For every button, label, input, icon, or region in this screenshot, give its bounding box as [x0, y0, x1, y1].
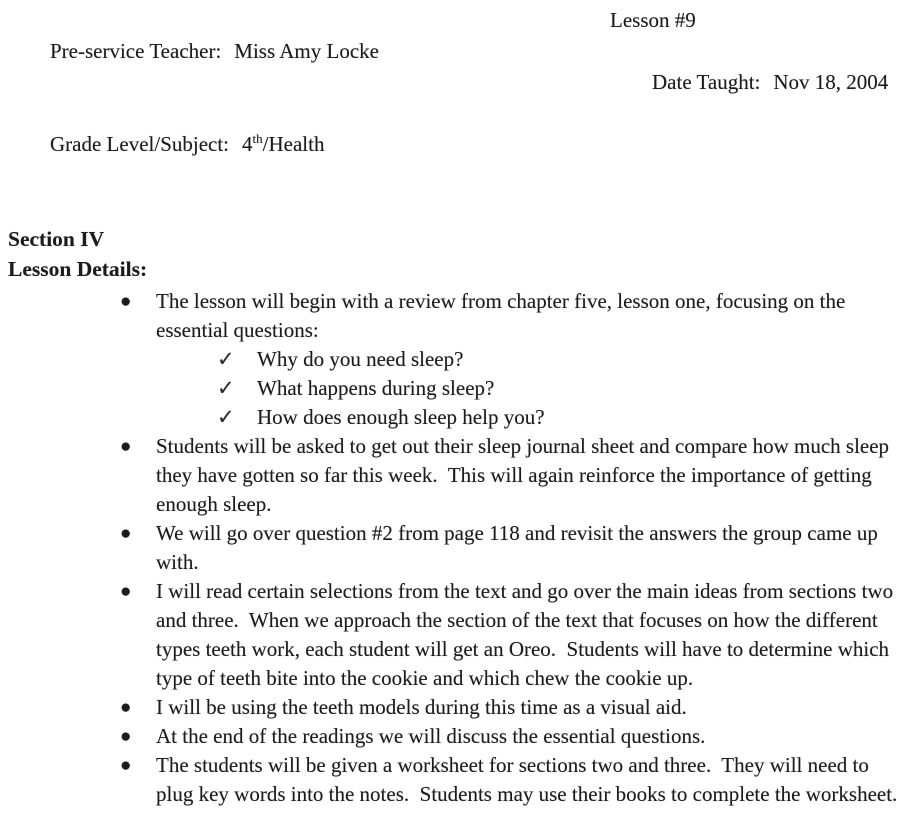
list-item [116, 693, 898, 722]
grade-line [8, 98, 608, 191]
grade-number: 4 [242, 132, 253, 156]
check-list-item [215, 345, 898, 374]
check-text: What happens during sleep? [257, 376, 495, 400]
bullet-text: The students will be given a worksheet for sections two and three. They will need to plug key words into the notes. Students may use their books to complete the worksheet. [156, 753, 898, 806]
bullet-icon: ● [120, 436, 132, 457]
lesson-details-list [8, 287, 898, 809]
date-value: Nov 18, 2004 [773, 70, 889, 94]
bullet-icon: ● [120, 726, 132, 747]
date-label: Date Taught: [652, 70, 761, 94]
list-item [116, 577, 898, 693]
header-right-column [610, 5, 888, 129]
bullet-text: The lesson will begin with a review from chapter five, lesson one, focusing on the essential questions: [156, 289, 851, 342]
check-list-item [215, 403, 898, 432]
checkmark-icon: ✓ [217, 347, 235, 371]
bullet-text: Students will be asked to get out their sleep journal sheet and compare how much sleep they have gotten so far this week. This will again reinforce the importance of getting enough sleep. [156, 434, 895, 516]
checkmark-icon: ✓ [217, 405, 235, 429]
teacher-line [8, 5, 608, 98]
date-line [610, 36, 888, 129]
list-item [116, 751, 898, 809]
list-item [116, 287, 898, 345]
grade-value [242, 132, 324, 156]
bullet-icon: ● [120, 755, 132, 776]
section-heading: Section IV [8, 227, 105, 251]
bullet-icon: ● [120, 523, 132, 544]
header-left-column [8, 5, 608, 191]
teacher-value: Miss Amy Locke [234, 39, 379, 63]
check-text: How does enough sleep help you? [257, 405, 545, 429]
grade-subject: /Health [262, 132, 325, 156]
bullet-icon: ● [120, 291, 132, 312]
bullet-text: I will read certain selections from the text and go over the main ideas from sections two and three. When we approach the section of the text that focuses on how the different types teeth work, each student will get an Oreo. Students will have to determine which type of teeth bite into the cookie and which chew the cookie up. [156, 579, 899, 690]
list-item [116, 722, 898, 751]
bullet-icon: ● [120, 697, 132, 718]
bullet-text: I will be using the teeth models during this time as a visual aid. [156, 695, 687, 719]
lesson-number: Lesson #9 [610, 8, 696, 32]
bullet-text: We will go over question #2 from page 118 and revisit the answers the group came up with. [156, 521, 884, 574]
document-header [8, 5, 898, 191]
grade-ordinal-superscript: th [252, 131, 263, 146]
list-item [116, 432, 898, 519]
checkmark-icon: ✓ [217, 376, 235, 400]
check-list-item [215, 374, 898, 403]
list-item [116, 519, 898, 577]
bullet-text: At the end of the readings we will discuss the essential questions. [156, 724, 706, 748]
grade-label: Grade Level/Subject: [50, 132, 230, 156]
lesson-details-heading: Lesson Details: [8, 257, 148, 281]
teacher-label: Pre-service Teacher: [50, 39, 222, 63]
bullet-icon: ● [120, 581, 132, 602]
check-text: Why do you need sleep? [257, 347, 464, 371]
